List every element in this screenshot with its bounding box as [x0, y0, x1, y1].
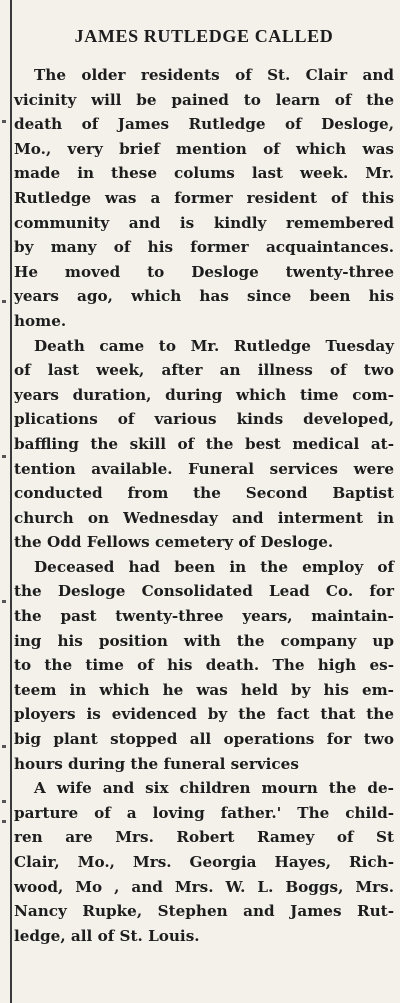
paragraph-line: teem in which he was held by his em-: [14, 680, 394, 699]
column-rule: [10, 0, 12, 1003]
paragraph-line: ing his position with the company up: [14, 631, 394, 650]
paragraph-line: Clair, Mo., Mrs. Georgia Hayes, Rich-: [14, 853, 394, 871]
paragraph-line: hours during the funeral services: [14, 754, 299, 773]
paragraph-line: ployers is evidenced by the fact that the: [14, 705, 394, 724]
paragraph-line: ren are Mrs. Robert Ramey of St: [14, 828, 394, 847]
paragraph-line: Deceased had been in the employ of: [34, 557, 394, 576]
paragraph-line: tention available. Funeral services were: [14, 459, 394, 478]
paragraph-line: conducted from the Second Baptist: [14, 484, 394, 503]
paragraph-line: baffling the skill of the best medical at-: [14, 434, 394, 453]
paragraph-line: to the time of his death. The high es-: [14, 656, 394, 675]
paragraph-line: made in these colums last week. Mr.: [14, 164, 394, 183]
paragraph-line: He moved to Desloge twenty-three: [14, 262, 394, 281]
paragraph-line: of last week, after an illness of two: [14, 361, 394, 380]
paragraph-line: church on Wednesday and interment in: [14, 508, 394, 527]
paragraph-line: death of James Rutledge of Desloge,: [14, 115, 394, 134]
paragraph-line: the Odd Fellows cemetery of Desloge.: [14, 533, 334, 552]
paragraph-line: Nancy Rupke, Stephen and James Rut-: [14, 902, 394, 921]
paragraph-2: [14, 334, 394, 555]
paragraph-line: Death came to Mr. Rutledge Tuesday: [34, 336, 394, 355]
paragraph-line: home.: [14, 311, 67, 330]
headline: JAMES RUTLEDGE CALLED: [74, 26, 334, 46]
paragraph-line: the past twenty-three years, maintain-: [14, 607, 394, 626]
paragraph-line: vicinity will be pained to learn of the: [14, 90, 394, 109]
paragraph-line: The older residents of St. Clair and: [34, 66, 394, 84]
paragraph-line: community and is kindly remembered: [14, 213, 394, 232]
paragraph-line: years ago, which has since been his: [14, 287, 394, 306]
paragraph-4: [14, 776, 394, 948]
article: [14, 8, 394, 948]
paragraph-line: years duration, during which time com-: [14, 385, 394, 404]
paragraph-1: [14, 63, 394, 334]
paragraph-line: ledge, all of St. Louis.: [14, 926, 200, 945]
paragraph-line: wood, Mo , and Mrs. W. L. Boggs, Mrs.: [14, 877, 394, 896]
paragraph-line: plications of various kinds developed,: [14, 410, 394, 429]
article-body: [14, 63, 394, 948]
paragraph-line: by many of his former acquaintances.: [14, 238, 394, 257]
paragraph-line: A wife and six children mourn the de-: [34, 779, 394, 798]
paragraph-line: big plant stopped all operations for two: [14, 730, 394, 749]
left-edge-marks: [2, 0, 7, 1003]
paragraph-line: the Desloge Consolidated Lead Co. for: [14, 582, 394, 601]
paragraph-3: [14, 555, 394, 776]
paragraph-line: Rutledge was a former resident of this: [14, 188, 394, 207]
paragraph-line: Mo., very brief mention of which was: [14, 139, 394, 158]
paragraph-line: parture of a loving father.' The child-: [14, 803, 394, 822]
